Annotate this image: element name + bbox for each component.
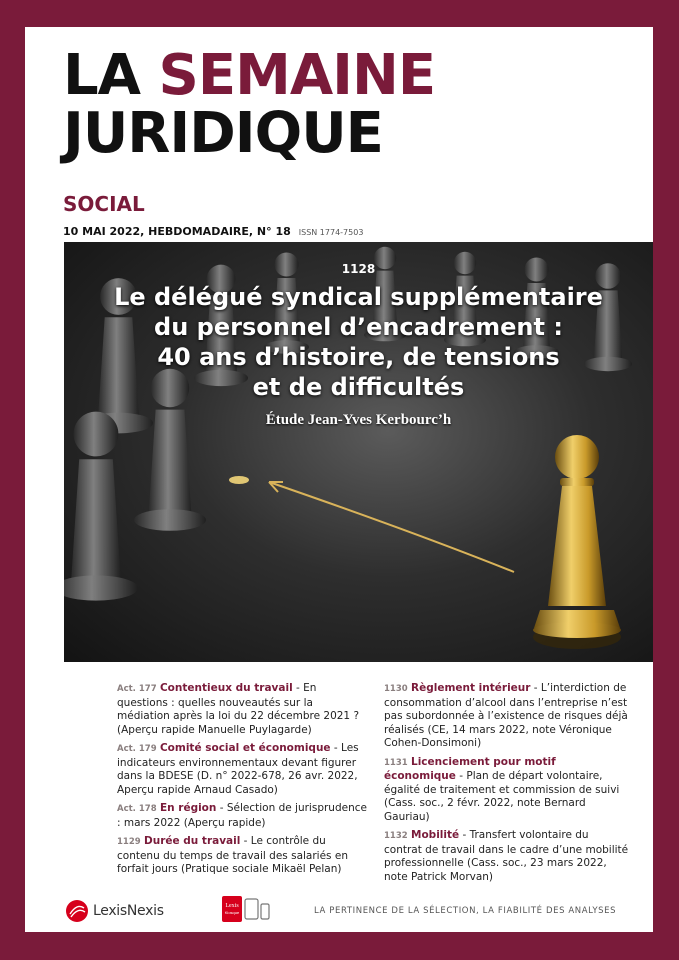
toc-text: - L’interdiction de consommation d’alcool dans l’entreprise n’est pas subordonnée à l’existence de risques déjà réalisés (CE, 14 mars 2022, note Véronique Cohen-Donsimoni) <box>384 682 628 749</box>
toc-right-column <box>384 682 629 889</box>
masthead-semaine: SEMAINE <box>158 43 436 108</box>
toc-number: 1129 <box>117 837 141 847</box>
toc-number: 1131 <box>384 757 408 768</box>
toc-entry[interactable] <box>117 682 367 737</box>
title-line: 40 ans d’histoire, de tensions <box>157 343 560 371</box>
toc-heading: Mobilité <box>411 829 460 841</box>
article-number: 1128 <box>341 262 376 276</box>
title-line: Le délégué syndical supplémentaire <box>114 283 603 311</box>
toc-entry[interactable] <box>384 682 629 751</box>
masthead-juridique: JURIDIQUE <box>63 101 383 166</box>
toc-heading: Licenciement pour motif économique <box>384 755 556 782</box>
publisher-logo[interactable] <box>65 899 164 923</box>
toc-text: - Les indicateurs environnementaux devant figurer dans la BDESE (D. n° 2022-678, 26 avr. 2022, Aperçu rapide Arnaud Casado) <box>117 742 359 796</box>
toc-number: Act. 178 <box>117 804 157 814</box>
toc-left-column <box>117 682 367 882</box>
article-author: Étude Jean-Yves Kerbourc’h <box>265 412 452 428</box>
issue-line <box>63 225 363 238</box>
toc-entry[interactable] <box>117 802 367 830</box>
toc-number: Act. 177 <box>117 684 157 694</box>
cover-image <box>64 242 653 662</box>
issn: ISSN 1774-7503 <box>298 228 364 237</box>
publisher-name: LexisNexis <box>93 903 164 919</box>
toc-text: - En questions : quelles nouveautés sur la médiation après la loi du 22 décembre 2021 ? (Aperçu rapide Manuelle Puylagarde) <box>117 682 360 736</box>
article-title[interactable] <box>64 282 653 402</box>
toc-entry[interactable] <box>384 829 629 884</box>
toc-entry[interactable] <box>117 742 367 797</box>
toc-number: 1132 <box>384 831 408 841</box>
issue-date: 10 MAI 2022, HEBDOMADAIRE, N° 18 <box>63 225 291 238</box>
lexisnexis-emblem-icon <box>65 899 89 923</box>
cover-article <box>64 262 653 429</box>
toc-heading: En région <box>159 802 217 814</box>
masthead <box>63 43 436 166</box>
kiosque-devices-icon <box>221 895 273 923</box>
title-line: du personnel d’encadrement : <box>154 313 563 341</box>
toc-text: - Le contrôle du contenu du temps de travail des salariés en forfait jours (Pratique sociale Mikaël Pelan) <box>117 835 348 875</box>
toc-number: 1130 <box>384 684 408 694</box>
toc-text: - Plan de départ volontaire, égalité de traitement et commission de suivi (Cass. soc., 2 févr. 2022, note Bernard Gauriau) <box>384 770 620 823</box>
title-line: et de difficultés <box>252 373 465 401</box>
toc-entry[interactable] <box>384 756 629 825</box>
toc-heading: Comité social et économique <box>159 742 331 754</box>
kiosque-top-text: Lexis <box>225 903 239 909</box>
lexis-kiosque-logo[interactable] <box>221 895 273 928</box>
toc-entry[interactable] <box>117 835 367 877</box>
kiosque-bottom-text: Kiosque <box>224 910 240 915</box>
toc-text: - Transfert volontaire du contrat de travail dans le cadre d’une mobilité professionnelle (Cass. soc., 23 mars 2022, note Patrick Morvan) <box>384 829 629 883</box>
tagline: LA PERTINENCE DE LA SÉLECTION, LA FIABILITÉ DES ANALYSES <box>314 906 617 916</box>
toc-number: Act. 179 <box>117 744 157 754</box>
section-label: SOCIAL <box>63 192 145 216</box>
masthead-la: LA <box>63 43 159 108</box>
cover-page <box>25 27 653 932</box>
toc-heading: Règlement intérieur <box>411 682 531 694</box>
toc-text: - Sélection de jurisprudence : mars 2022 (Aperçu rapide) <box>117 802 367 829</box>
toc-heading: Durée du travail <box>144 835 241 847</box>
toc-heading: Contentieux du travail <box>159 682 293 694</box>
